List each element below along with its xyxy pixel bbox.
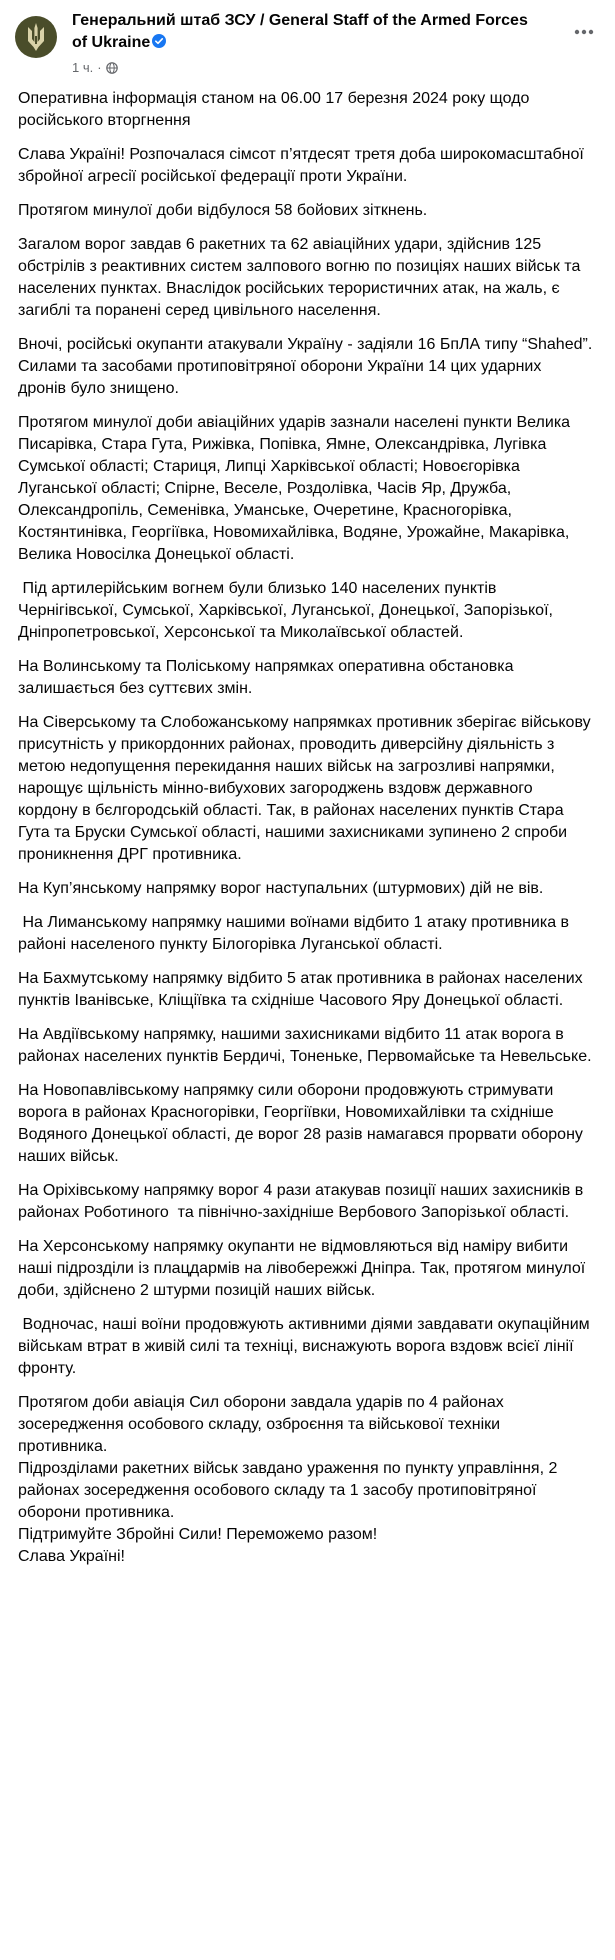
verified-badge-icon — [152, 34, 166, 48]
post-body — [0, 88, 615, 1568]
post-closing-line: Слава Україні! — [18, 1548, 125, 1565]
post-paragraph: Загалом ворог завдав 6 ракетних та 62 авіаційних удари, здійснив 125 обстрілів з реактивних систем залпового вогню по позиціях наших військ та населених пунктах. Внаслідок російських терористичних атак, на жаль, є загиблі та поранені серед цивільного населення. — [18, 236, 585, 319]
post-closing-line: Підтримуйте Збройні Сили! Переможемо разом! — [18, 1526, 378, 1543]
post-paragraph: Протягом минулої доби відбулося 58 бойових зіткнень. — [18, 202, 428, 219]
page-name-link[interactable] — [72, 10, 532, 54]
post-header — [0, 0, 615, 88]
post-timestamp[interactable]: 1 ч. — [72, 60, 94, 75]
page-name[interactable]: Генеральний штаб ЗСУ / General Staff of the Armed Forces of Ukraine — [72, 12, 528, 51]
post-paragraph: На Авдіївському напрямку, нашими захисниками відбито 11 атак ворога в районах населених пунктів Бердичі, Тоненьке, Первомайське та Невельське. — [18, 1026, 592, 1065]
post-paragraph: Слава Україні! Розпочалася сімсот п’ятдесят третя доба широкомасштабної збройної агресії російської федерації проти України. — [18, 146, 589, 185]
post-paragraph: На Волинському та Поліському напрямках оперативна обстановка залишається без суттєвих змін. — [18, 658, 518, 697]
post-paragraph: Водночас, наші воїни продовжують активними діями завдавати окупаційним військам втрат в живій силі та техніці, виснажують ворога вздовж всієї лінії фронту. — [18, 1316, 595, 1377]
post-paragraph: На Херсонському напрямку окупанти не відмовляються від наміру вибити наші підрозділи із плацдармів на лівобережжі Дніпра. Так, протягом минулої доби, здійснено 2 штурми позицій наших військ. — [18, 1238, 590, 1299]
post-paragraph: Протягом доби авіація Сил оборони завдала ударів по 4 районах зосередження особового складу, озброєння та військової техніки противника. — [18, 1394, 509, 1455]
post-paragraph: Під артилерійським вогнем були близько 140 населених пунктів Чернігівської, Сумської, Харківської, Луганської, Донецької, Запорізької, Дніпропетровської, Херсонської та Миколаївської областей. — [18, 580, 558, 641]
meta-separator: · — [97, 60, 102, 75]
post-paragraph: На Новопавлівському напрямку сили оборони продовжують стримувати ворога в районах Красногорівки, Георгіївки, Новомихайлівки та східніше Водяного Донецької області, де ворог 28 разів намагався прорвати оборону наших військ. — [18, 1082, 588, 1165]
header-text — [72, 10, 532, 76]
post-paragraph: На Куп’янському напрямку ворог наступальних (штурмових) дій не вів. — [18, 880, 544, 897]
more-options-button[interactable] — [567, 18, 601, 46]
post-paragraph: На Оріхівському напрямку ворог 4 рази атакував позиції наших захисників в районах Роботиного та північно-західніше Вербового Запорізької області. — [18, 1182, 588, 1221]
post-paragraph: Оперативна інформація станом на 06.00 17 березня 2024 року щодо російського вторгнення — [18, 90, 534, 129]
post-paragraph: Протягом минулої доби авіаційних ударів зазнали населені пункти Велика Писарівка, Стара Гута, Рижівка, Попівка, Ямне, Олександрівка, Лугівка Сумської області; Стариця, Липці Харківської області; Новоєгорівка Луганської області; Спірне, Веселе, Роздолівка, Часів Яр, Дружба, Олександропіль, Семенівка, Уманське, Очеретине, Красногорівка, Костянтинівка, Георгіївка, Новомихайлівка, Водяне, Урожайне, Макарівка, Велика Новосілка Донецької області. — [18, 414, 575, 563]
trident-emblem-icon — [23, 22, 49, 52]
more-options-icon — [574, 29, 594, 35]
post-paragraph: Вночі, російські окупанти атакували Україну - задіяли 16 БпЛА типу “Shahed”. Силами та засобами протиповітряної оборони України 14 цих ударних дронів було знищено. — [18, 336, 597, 397]
post-closing-line: Підрозділами ракетних військ завдано ураження по пункту управління, 2 районах зосередження особового складу та 1 засобу протиповітряної оборони противника. — [18, 1460, 562, 1521]
page-avatar[interactable] — [15, 16, 57, 58]
post-meta — [72, 60, 532, 76]
post-paragraph: На Лиманському напрямку нашими воїнами відбито 1 атаку противника в районі населеного пункту Білогорівка Луганської області. — [18, 914, 574, 953]
post-paragraph: На Сіверському та Слобожанському напрямках противник зберігає військову присутність у прикордонних районах, проводить диверсійну діяльність з метою недопущення перекидання наших військ на загрозливі напрямки, нарощує щільність мінно-вибухових загороджень вздовж державного кордону в бєлгородській області. Так, в районах населених пунктів Стара Гута та Бруски Сумської області, нашими захисниками зупинено 2 спроби проникнення ДРГ противника. — [18, 714, 596, 863]
globe-icon[interactable] — [106, 62, 118, 74]
post-paragraph: На Бахмутському напрямку відбито 5 атак противника в районах населених пунктів Іванівське, Кліщіївка та східніше Часового Яру Донецької області. — [18, 970, 588, 1009]
